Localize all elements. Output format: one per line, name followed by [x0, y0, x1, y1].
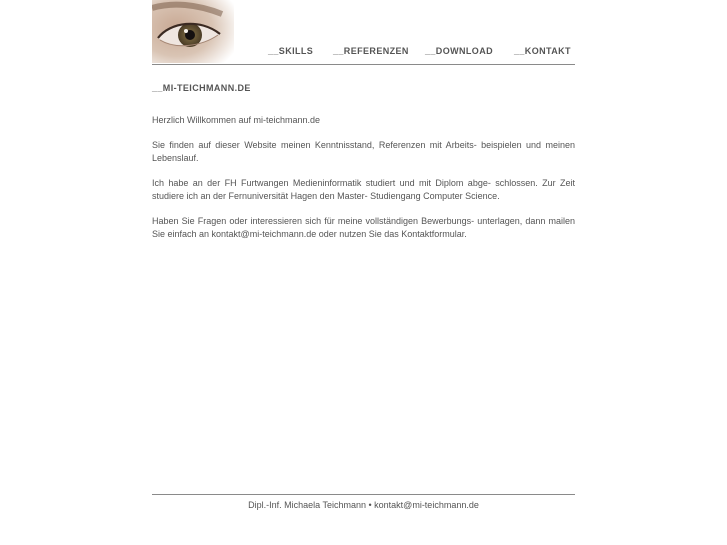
- contact-paragraph: Haben Sie Fragen oder interessieren sich für meine vollständigen Bewerbungs- unterlagen, dann mailen Sie einfach an kontakt@mi-teichmann.de oder nutzen Sie das Kontaktformular.: [152, 216, 575, 239]
- page-title: __MI-TEICHMANN.DE: [152, 83, 251, 93]
- intro-paragraph: Sie finden auf dieser Website meinen Kenntnisstand, Referenzen mit Arbeits- beispielen und meinen Lebenslauf.: [152, 140, 575, 163]
- nav-referenzen[interactable]: __REFERENZEN: [333, 46, 409, 56]
- main-content: [152, 114, 575, 253]
- main-nav: [152, 46, 575, 60]
- footer-text: Dipl.-Inf. Michaela Teichmann • kontakt@mi-teichmann.de: [248, 500, 479, 510]
- welcome-text: Herzlich Willkommen auf mi-teichmann.de: [152, 115, 321, 125]
- footer-divider: [152, 494, 575, 495]
- nav-skills[interactable]: __SKILLS: [268, 46, 314, 56]
- header: [152, 0, 575, 65]
- nav-kontakt[interactable]: __KONTAKT: [514, 46, 571, 56]
- nav-download[interactable]: __DOWNLOAD: [425, 46, 494, 56]
- study-paragraph: Ich habe an der FH Furtwangen Medieninformatik studiert und mit Diplom abge- schlossen. Zur Zeit studiere ich an der Fernuniversität Hagen den Master- Studiengang Computer Science.: [152, 178, 575, 201]
